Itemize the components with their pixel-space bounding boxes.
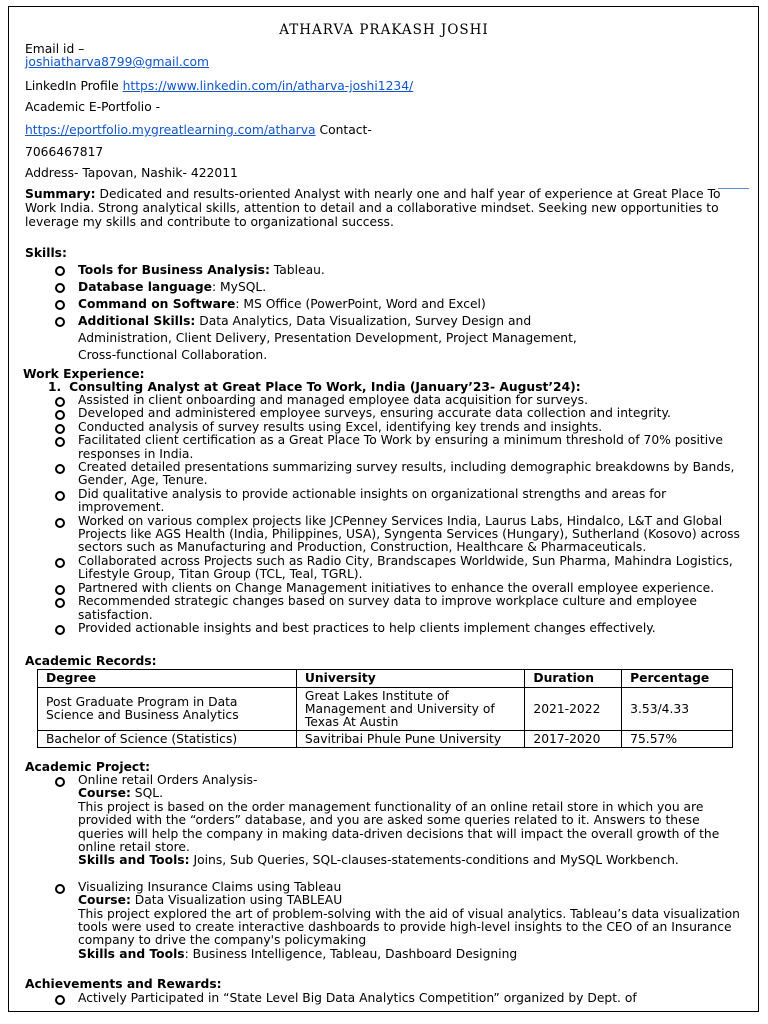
academic-heading: Academic Records:	[25, 654, 157, 668]
achievements-heading: Achievements and Rewards:	[25, 977, 222, 991]
work-bullet: Did qualitative analysis to provide actionable insights on organizational strengths and areas for improvement.	[55, 488, 745, 515]
table-cell: Post Graduate Program in Data Science and Business Analytics	[38, 688, 297, 731]
work-bullet: Assisted in client onboarding and managed employee data acquisition for surveys.	[55, 394, 745, 407]
project-description: This project is based on the order management functionality of an online retail store in which you are provided with the “orders” database, and you are asked some queries related to it. Answers to these queries will help the company in making data-driven decisions that will impact the overall growth of the online retail store.	[78, 799, 720, 855]
table-cell: Bachelor of Science (Statistics)	[38, 731, 297, 748]
job-number: 1.	[48, 380, 62, 394]
work-bullet: Provided actionable insights and best practices to help clients implement changes effectively.	[55, 622, 745, 635]
projects-heading: Academic Project:	[25, 760, 151, 774]
column-header: Duration	[525, 670, 622, 688]
achievement-item: Actively Participated in “State Level Big Data Analytics Competition” organized by Dept. of	[55, 992, 745, 1005]
project-list	[55, 774, 745, 961]
portfolio-link[interactable]: https://eportfolio.mygreatlearning.com/atharva	[25, 123, 316, 137]
work-bullet: Partnered with clients on Change Management initiatives to enhance the overall employee experience.	[55, 582, 745, 595]
table-cell: 2021-2022	[525, 688, 622, 731]
table-row	[38, 731, 733, 748]
table-header-row	[38, 670, 733, 688]
project-course: Course: SQL.	[78, 786, 164, 801]
project-course: Course: Data Visualization using TABLEAU	[78, 893, 343, 908]
achievements-list	[55, 992, 745, 1005]
project-title: Visualizing Insurance Claims using Tableau	[78, 879, 342, 894]
table-row	[38, 688, 733, 731]
summary	[25, 187, 733, 229]
linkedin-link[interactable]: https://www.linkedin.com/in/atharva-joshi1234/	[122, 79, 414, 93]
summary-text: Dedicated and results-oriented Analyst with nearly one and half year of experience at Great Place To Work India. Strong analytical skills, attention to detail and a collaborative mindset. Seeking new opportunities to leverage my skills and contribute to organizational success.	[25, 187, 721, 229]
skills-heading: Skills:	[25, 246, 67, 260]
work-bullet: Worked on various complex projects like JCPenney Services India, Laurus Labs, Hindalco, L&T and Global Projects like AGS Health (India, Philippines, USA), Syngenta Services (Hungary), Sutherland (Kosovo) across sectors such as Manufacturing and Production, Construction, Healthcare & Pharmaceuticals.	[55, 515, 745, 555]
skill-item: Tools for Business Analysis: Tableau.	[55, 262, 745, 279]
column-header: Percentage	[622, 670, 733, 688]
project-tools: Skills and Tools: Business Intelligence, Tableau, Dashboard Designing	[78, 946, 518, 961]
work-bullet: Developed and administered employee surveys, ensuring accurate data collection and integrity.	[55, 407, 745, 420]
work-bullet: Recommended strategic changes based on survey data to improve workplace culture and employee satisfaction.	[55, 595, 745, 622]
summary-heading: Summary:	[25, 187, 96, 201]
table-cell: Great Lakes Institute of Management and University of Texas At Austin	[296, 688, 524, 731]
work-bullet: Conducted analysis of survey results using Excel, identifying key trends and insights.	[55, 421, 745, 434]
academic-table	[37, 669, 733, 748]
email-link[interactable]: joshiatharva8799@gmail.com	[25, 55, 210, 69]
linkedin-row	[25, 79, 413, 93]
job-title-row	[48, 380, 581, 394]
work-bullet: Facilitated client certification as a Great Place To Work by ensuring a minimum threshold of 70% positive responses in India.	[55, 434, 745, 461]
linkedin-label: LinkedIn Profile	[25, 79, 119, 93]
address: Address- Tapovan, Nashik- 422011	[25, 166, 238, 180]
work-bullets	[55, 394, 745, 635]
skills-list	[55, 262, 745, 364]
job-title: Consulting Analyst at Great Place To Work, India (January’23- August’24):	[69, 380, 581, 394]
project-item	[55, 774, 745, 868]
table-cell: 3.53/4.33	[622, 688, 733, 731]
work-bullet: Created detailed presentations summarizing survey results, including demographic breakdowns by Bands, Gender, Age, Tenure.	[55, 461, 745, 488]
skill-item: Database language: MySQL.	[55, 279, 745, 296]
project-item	[55, 881, 745, 961]
project-description: This project explored the art of problem-solving with the aid of visual analytics. Tableau’s data visualization tools were used to create interactive dashboards to provide high-level insights to the CEO of an Insurance company to drive the company's policymaking	[78, 906, 740, 948]
portfolio-row	[25, 123, 372, 137]
table-cell: Savitribai Phule Pune University	[296, 731, 524, 748]
resume-name: ATHARVA PRAKASH JOSHI	[279, 22, 489, 38]
column-header: University	[296, 670, 524, 688]
table-cell: 75.57%	[622, 731, 733, 748]
contact-label: Contact-	[319, 123, 372, 137]
phone-number: 7066467817	[25, 145, 104, 159]
email-label: Email id –	[25, 42, 85, 56]
skill-item: Additional Skills: Data Analytics, Data Visualization, Survey Design and Administration, Client Delivery, Presentation Development, Project Management, Cross-functional Collaboration.	[55, 313, 578, 364]
project-title: Online retail Orders Analysis-	[78, 773, 258, 787]
portfolio-label: Academic E-Portfolio -	[25, 100, 161, 114]
work-heading: Work Experience:	[23, 367, 145, 381]
column-header: Degree	[38, 670, 297, 688]
project-tools: Skills and Tools: Joins, Sub Queries, SQL-clauses-statements-conditions and MySQL Workbench.	[78, 853, 679, 868]
work-bullet: Collaborated across Projects such as Radio City, Brandscapes Worldwide, Sun Pharma, Mahindra Logistics, Lifestyle Group, Titan Group (TCL, Teal, TGRL).	[55, 555, 745, 582]
table-cell: 2017-2020	[525, 731, 622, 748]
skill-item: Command on Software: MS Office (PowerPoint, Word and Excel)	[55, 296, 745, 313]
